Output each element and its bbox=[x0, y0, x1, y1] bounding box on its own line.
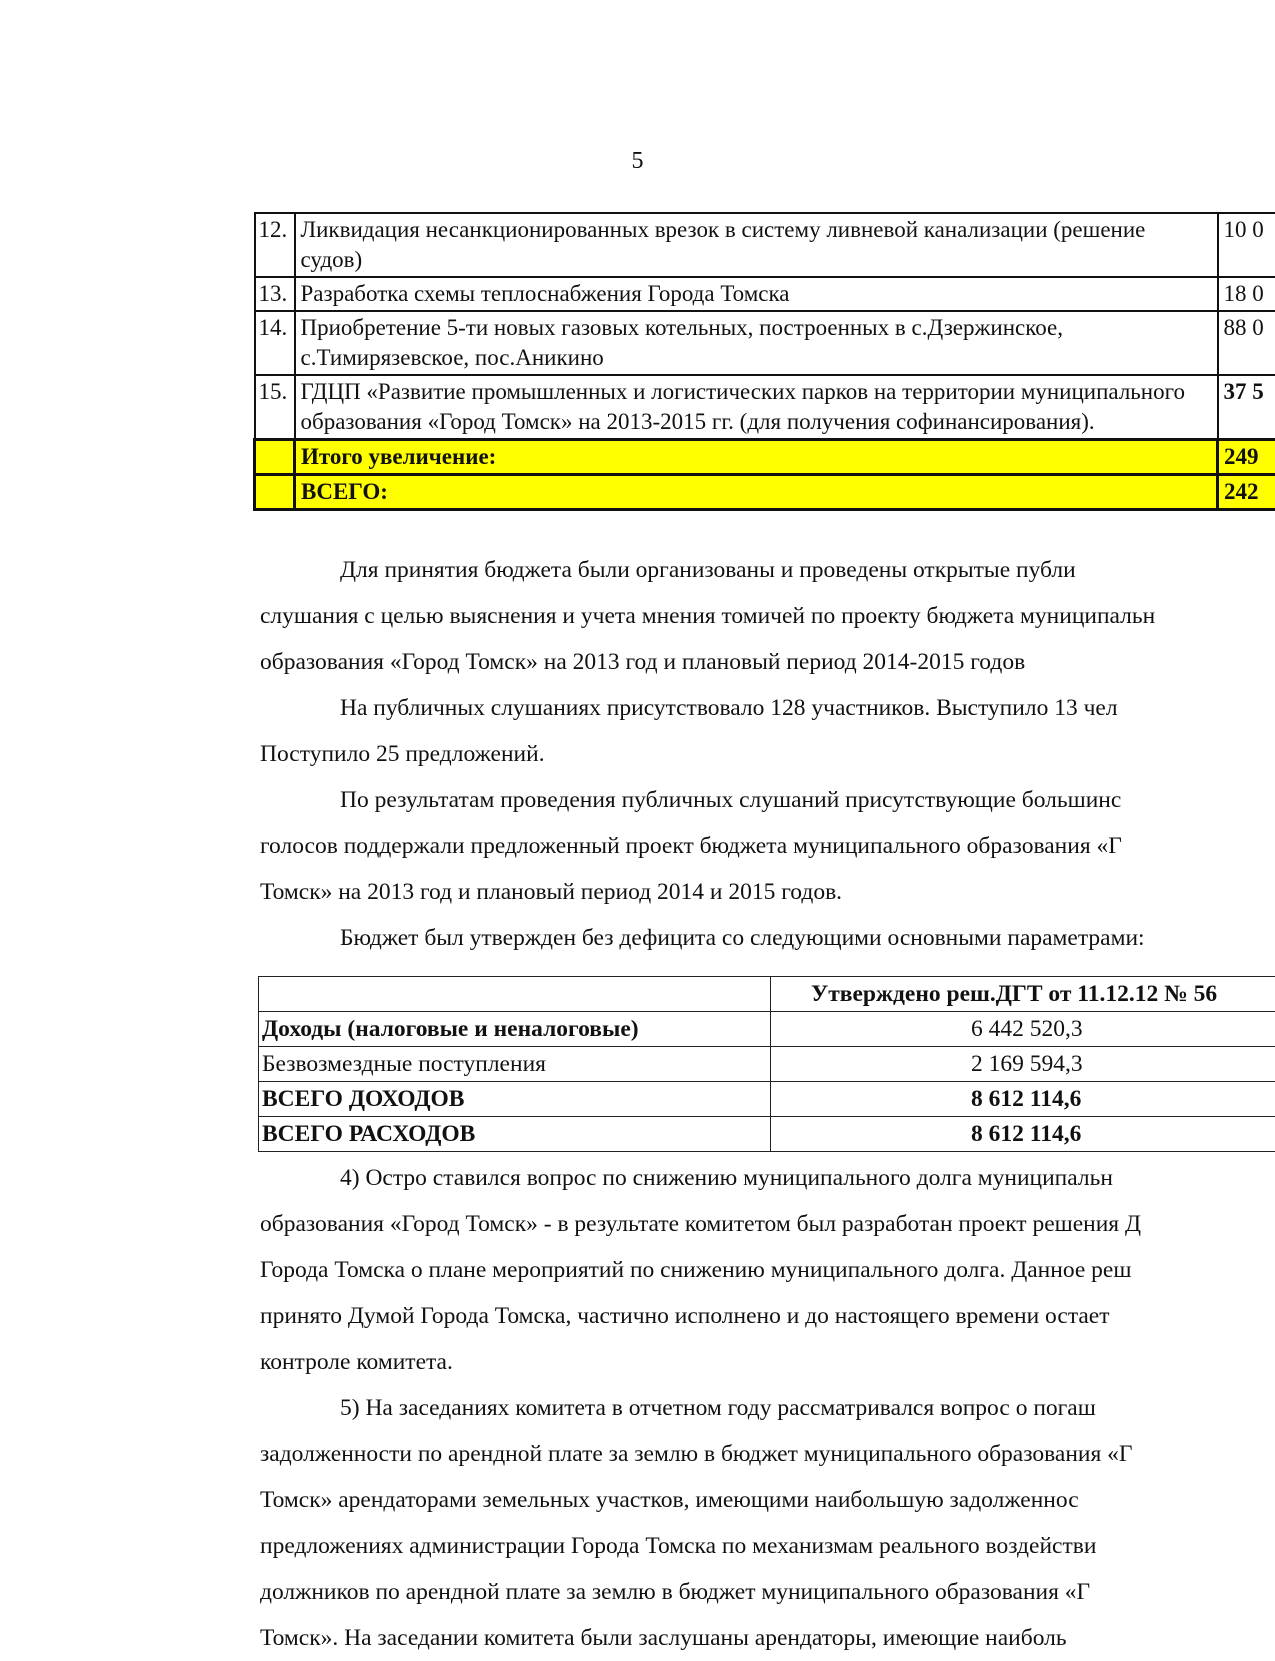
paragraph-participants bbox=[260, 685, 1275, 777]
table-row bbox=[259, 1012, 1275, 1047]
total-label: ВСЕГО: bbox=[295, 475, 1218, 510]
row-value: 10 0 bbox=[1218, 213, 1275, 277]
row-number-empty bbox=[255, 475, 295, 510]
header-empty-cell bbox=[259, 977, 771, 1012]
table-row bbox=[255, 375, 1275, 440]
total-increase-value: 249 bbox=[1218, 440, 1275, 475]
row-number: 13. bbox=[255, 277, 295, 311]
row-number-empty bbox=[255, 440, 295, 475]
table-row bbox=[255, 311, 1275, 375]
measures-table bbox=[253, 212, 1275, 511]
table-row bbox=[255, 213, 1275, 277]
row-number: 14. bbox=[255, 311, 295, 375]
text-line: должников по арендной плате за землю в бюджет муниципального образования «Г bbox=[260, 1569, 1275, 1615]
text-line: Поступило 25 предложений. bbox=[260, 731, 1275, 777]
text-line: предложениях администрации Города Томска по механизмам реального воздействи bbox=[260, 1523, 1275, 1569]
row-label: Безвозмездные поступления bbox=[259, 1047, 771, 1082]
text-line: голосов поддержали предложенный проект бюджета муниципального образования «Г bbox=[260, 823, 1275, 869]
row-value: 88 0 bbox=[1218, 311, 1275, 375]
text-line: Томск» арендаторами земельных участков, имеющими наибольшую задолженнос bbox=[260, 1477, 1275, 1523]
text-line: задолженности по арендной плате за землю в бюджет муниципального образования «Г bbox=[260, 1431, 1275, 1477]
row-label: Доходы (налоговые и неналоговые) bbox=[259, 1012, 771, 1047]
text-line: На публичных слушаниях присутствовало 128 участников. Выступило 13 чел bbox=[260, 685, 1275, 731]
row-label: ВСЕГО ДОХОДОВ bbox=[259, 1082, 771, 1117]
row-label: ВСЕГО РАСХОДОВ bbox=[259, 1117, 771, 1152]
header-approved: Утверждено реш.ДГТ от 11.12.12 № 56 bbox=[771, 977, 1275, 1012]
budget-table bbox=[258, 976, 1275, 1152]
text-line: Томск» на 2013 год и плановый период 2014 и 2015 годов. bbox=[260, 869, 1275, 915]
paragraph-hearings bbox=[260, 547, 1275, 685]
text-line: слушания с целью выяснения и учета мнения томичей по проекту бюджета муниципальн bbox=[260, 593, 1275, 639]
row-value: 8 612 114,6 bbox=[771, 1082, 1275, 1117]
total-increase-row bbox=[255, 440, 1275, 475]
text-line: образования «Город Томск» - в результате комитетом был разработан проект решения Д bbox=[260, 1201, 1275, 1247]
row-name: Ликвидация несанкционированных врезок в систему ливневой канализации (решение судов) bbox=[295, 213, 1218, 277]
text-line: 4) Остро ставился вопрос по снижению муниципального долга муниципальн bbox=[260, 1155, 1275, 1201]
paragraph-budget-params bbox=[260, 915, 1275, 961]
row-name: ГДЦП «Развитие промышленных и логистических парков на территории муниципального образования «Город Томск» на 2013-2015 гг. (для получения софинансирования). bbox=[295, 375, 1218, 440]
row-name: Приобретение 5-ти новых газовых котельных, построенных в с.Дзержинское, с.Тимирязевское, пос.Аникино bbox=[295, 311, 1218, 375]
text-line: Для принятия бюджета были организованы и проведены открытые публи bbox=[260, 547, 1275, 593]
text-line: Города Томска о плане мероприятий по снижению муниципального долга. Данное реш bbox=[260, 1247, 1275, 1293]
row-value: 37 5 bbox=[1218, 375, 1275, 440]
table-row bbox=[259, 1117, 1275, 1152]
table-row bbox=[259, 1082, 1275, 1117]
text-line: Бюджет был утвержден без дефицита со следующими основными параметрами: bbox=[260, 915, 1275, 961]
row-name: Разработка схемы теплоснабжения Города Томска bbox=[295, 277, 1218, 311]
paragraph-land-rent bbox=[260, 1385, 1275, 1661]
text-line: принято Думой Города Томска, частично исполнено и до настоящего времени остает bbox=[260, 1293, 1275, 1339]
paragraph-results bbox=[260, 777, 1275, 915]
total-increase-label: Итого увеличение: bbox=[295, 440, 1218, 475]
text-line: Томск». На заседании комитета были заслушаны арендаторы, имеющие наиболь bbox=[260, 1615, 1275, 1661]
row-value: 18 0 bbox=[1218, 277, 1275, 311]
total-value: 242 bbox=[1218, 475, 1275, 510]
text-line: образования «Город Томск» на 2013 год и плановый период 2014-2015 годов bbox=[260, 639, 1275, 685]
paragraph-debt bbox=[260, 1155, 1275, 1385]
text-line: контроле комитета. bbox=[260, 1339, 1275, 1385]
row-number: 12. bbox=[255, 213, 295, 277]
page-number: 5 bbox=[0, 148, 1275, 175]
total-row bbox=[255, 475, 1275, 510]
table-row bbox=[259, 1047, 1275, 1082]
row-value: 6 442 520,3 bbox=[771, 1012, 1275, 1047]
text-line: 5) На заседаниях комитета в отчетном году рассматривался вопрос о погаш bbox=[260, 1385, 1275, 1431]
row-value: 8 612 114,6 bbox=[771, 1117, 1275, 1152]
text-line: По результатам проведения публичных слушаний присутствующие большинс bbox=[260, 777, 1275, 823]
table-row bbox=[255, 277, 1275, 311]
table-header-row bbox=[259, 977, 1275, 1012]
row-value: 2 169 594,3 bbox=[771, 1047, 1275, 1082]
row-number: 15. bbox=[255, 375, 295, 440]
